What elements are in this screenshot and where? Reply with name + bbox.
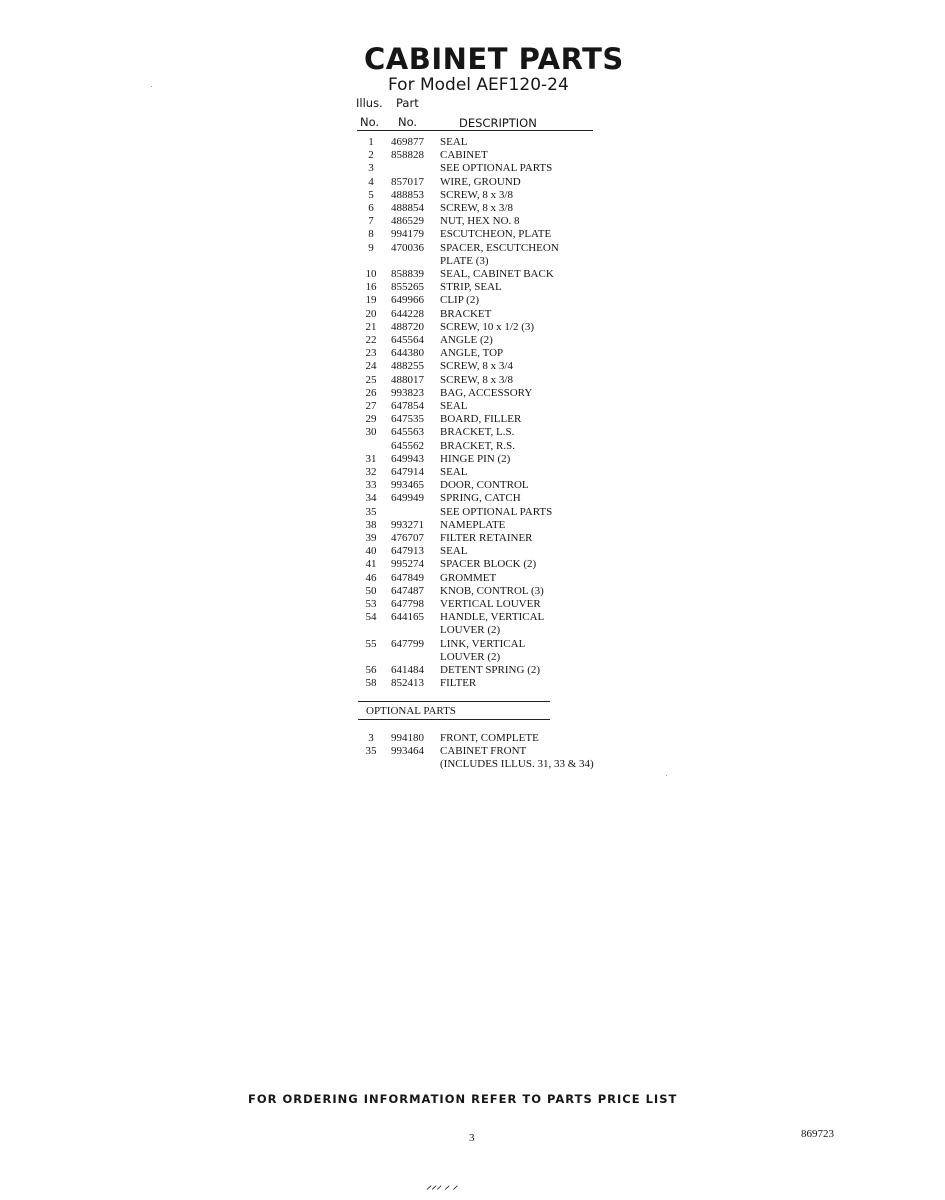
description-header: DESCRIPTION <box>459 116 537 130</box>
part-number: 995274 <box>391 558 424 571</box>
model-subtitle: For Model AEF120-24 <box>388 75 569 95</box>
part-description: SEAL <box>440 466 468 478</box>
illus-number: 41 <box>365 558 377 571</box>
illus-number: 58 <box>365 677 377 690</box>
part-description: LOUVER (2) <box>440 624 501 637</box>
illus-number: 8 <box>368 228 374 241</box>
part-description: SCREW, 8 x 3/8 <box>440 373 513 386</box>
part-description: ESCUTCHEON, PLATE <box>440 228 552 241</box>
part-number: 647849 <box>391 571 424 584</box>
part-number: 645562 <box>391 439 424 452</box>
part-header-top: Part <box>396 96 419 110</box>
part-description: STRIP, SEAL <box>440 281 502 294</box>
illus-number: 2 <box>368 149 374 162</box>
illus-number: 19 <box>365 294 377 307</box>
illus-number: 4 <box>368 175 374 188</box>
illus-number: 3 <box>368 162 374 175</box>
illus-number: 50 <box>365 584 377 597</box>
illus-number: 23 <box>365 347 377 360</box>
part-description: HANDLE, VERTICAL <box>440 611 545 624</box>
part-number: 488854 <box>391 202 424 214</box>
part-number: 644228 <box>391 307 424 320</box>
illus-number: 29 <box>365 413 377 426</box>
part-description: CABINET FRONT <box>440 745 527 758</box>
part-number: 852413 <box>391 677 424 690</box>
part-description: BOARD, FILLER <box>440 413 522 426</box>
part-description: SEAL, CABINET BACK <box>440 268 554 280</box>
illus-no-header: No. <box>360 115 380 129</box>
illus-number: 10 <box>365 268 377 280</box>
part-description: FRONT, COMPLETE <box>440 732 539 744</box>
part-number: 994180 <box>391 732 424 744</box>
part-number: 993465 <box>391 479 424 492</box>
part-description: SEAL <box>440 545 468 558</box>
illus-number: 25 <box>365 373 377 386</box>
part-description: VERTICAL LOUVER <box>440 598 541 610</box>
part-description: ANGLE, TOP <box>440 347 504 360</box>
part-number: 647799 <box>391 637 424 650</box>
illus-number: 26 <box>365 386 377 399</box>
header-rule <box>357 130 593 131</box>
part-number: 647487 <box>391 584 424 597</box>
part-number: 645563 <box>391 426 424 439</box>
optional-parts-heading: OPTIONAL PARTS <box>366 705 456 717</box>
illus-number: 38 <box>365 518 377 531</box>
document-number: 869723 <box>801 1128 834 1140</box>
part-description: DETENT SPRING (2) <box>440 664 541 676</box>
part-number: 647914 <box>391 466 424 478</box>
illus-number: 40 <box>365 545 377 558</box>
illus-number: 3 <box>368 732 374 744</box>
illus-number: 22 <box>365 334 377 346</box>
part-description: WIRE, GROUND <box>440 175 521 188</box>
part-number: 488255 <box>391 360 424 373</box>
part-description: BRACKET <box>440 307 492 320</box>
illus-number: 30 <box>365 426 377 439</box>
part-number: 469877 <box>391 136 424 148</box>
page-title: CABINET PARTS <box>364 42 624 76</box>
part-number: 994179 <box>391 228 424 241</box>
optional-top-rule <box>358 701 550 702</box>
scan-speck <box>666 775 667 776</box>
illus-number: 39 <box>365 532 377 544</box>
part-number: 993271 <box>391 518 424 531</box>
part-description: CLIP (2) <box>440 294 480 307</box>
part-description: ANGLE (2) <box>440 334 493 346</box>
part-description: SEAL <box>440 136 468 148</box>
part-number: 647913 <box>391 545 424 558</box>
part-description: SPRING, CATCH <box>440 492 521 505</box>
part-description: NAMEPLATE <box>440 518 506 531</box>
illus-number: 16 <box>365 281 377 294</box>
illus-number: 35 <box>365 745 377 758</box>
part-number: 858839 <box>391 268 424 280</box>
part-description: (INCLUDES ILLUS. 31, 33 & 34) <box>440 758 594 771</box>
part-no-header: No. <box>398 115 418 129</box>
illus-number: 53 <box>365 598 377 610</box>
part-number: 488853 <box>391 188 424 201</box>
part-description: SCREW, 8 x 3/8 <box>440 202 513 214</box>
part-description: PLATE (3) <box>440 254 489 267</box>
illus-number: 31 <box>365 452 377 465</box>
part-description: SCREW, 10 x 1/2 (3) <box>440 320 535 333</box>
part-number: 647854 <box>391 400 424 412</box>
part-number: 644165 <box>391 611 424 624</box>
part-number: 649943 <box>391 452 424 465</box>
part-number: 857017 <box>391 175 424 188</box>
illus-number: 5 <box>368 188 374 201</box>
illus-number: 35 <box>365 505 377 518</box>
illus-number: 24 <box>365 360 377 373</box>
part-description: CABINET <box>440 149 488 162</box>
illus-number: 55 <box>365 637 377 650</box>
part-description: SCREW, 8 x 3/8 <box>440 188 513 201</box>
page-number: 3 <box>469 1132 475 1144</box>
part-description: FILTER RETAINER <box>440 532 533 544</box>
part-description: SEE OPTIONAL PARTS <box>440 162 553 175</box>
part-number: 476707 <box>391 532 424 544</box>
part-number: 855265 <box>391 281 424 294</box>
part-number: 486529 <box>391 215 424 228</box>
illus-number: 33 <box>365 479 377 492</box>
part-description: DOOR, CONTROL <box>440 479 529 492</box>
illus-number: 7 <box>368 215 374 228</box>
part-number: 649966 <box>391 294 424 307</box>
part-description: BAG, ACCESSORY <box>440 386 533 399</box>
scan-speck <box>151 86 152 87</box>
illus-number: 9 <box>368 241 374 254</box>
illus-number: 34 <box>365 492 377 505</box>
part-number: 647535 <box>391 413 424 426</box>
illus-number: 56 <box>365 664 377 676</box>
optional-bottom-rule <box>358 719 550 720</box>
part-number: 488017 <box>391 373 424 386</box>
part-description: SCREW, 8 x 3/4 <box>440 360 513 373</box>
part-description: BRACKET, L.S. <box>440 426 515 439</box>
illus-number: 1 <box>368 136 374 148</box>
illus-number: 20 <box>365 307 377 320</box>
part-description: KNOB, CONTROL (3) <box>440 584 544 597</box>
illus-number: 46 <box>365 571 377 584</box>
part-description: GROMMET <box>440 571 497 584</box>
part-number: 858828 <box>391 149 424 162</box>
part-number: 644380 <box>391 347 424 360</box>
part-description: SEAL <box>440 400 468 412</box>
illus-number: 32 <box>365 466 377 478</box>
part-number: 488720 <box>391 320 424 333</box>
part-number: 645564 <box>391 334 424 346</box>
illus-number: 21 <box>365 320 377 333</box>
illus-number: 6 <box>368 202 374 214</box>
handwritten-mark: ᐟᐟᐟ ᐟ ᐟ <box>425 1183 457 1197</box>
part-number: 993464 <box>391 745 424 758</box>
part-description: LINK, VERTICAL <box>440 637 526 650</box>
part-description: FILTER <box>440 677 477 690</box>
part-number: 641484 <box>391 664 424 676</box>
part-description: HINGE PIN (2) <box>440 452 511 465</box>
part-number: 647798 <box>391 598 424 610</box>
illus-number: 54 <box>365 611 377 624</box>
part-number: 649949 <box>391 492 424 505</box>
part-description: SPACER, ESCUTCHEON <box>440 241 559 254</box>
part-number: 470036 <box>391 241 424 254</box>
part-description: BRACKET, R.S. <box>440 439 515 452</box>
part-description: SPACER BLOCK (2) <box>440 558 537 571</box>
ordering-footer: FOR ORDERING INFORMATION REFER TO PARTS PRICE LIST <box>248 1092 678 1106</box>
illus-header-top: Illus. <box>356 96 383 110</box>
part-description: LOUVER (2) <box>440 650 501 663</box>
part-number: 993823 <box>391 386 424 399</box>
part-description: NUT, HEX NO. 8 <box>440 215 520 228</box>
illus-number: 27 <box>365 400 377 412</box>
part-description: SEE OPTIONAL PARTS <box>440 505 553 518</box>
